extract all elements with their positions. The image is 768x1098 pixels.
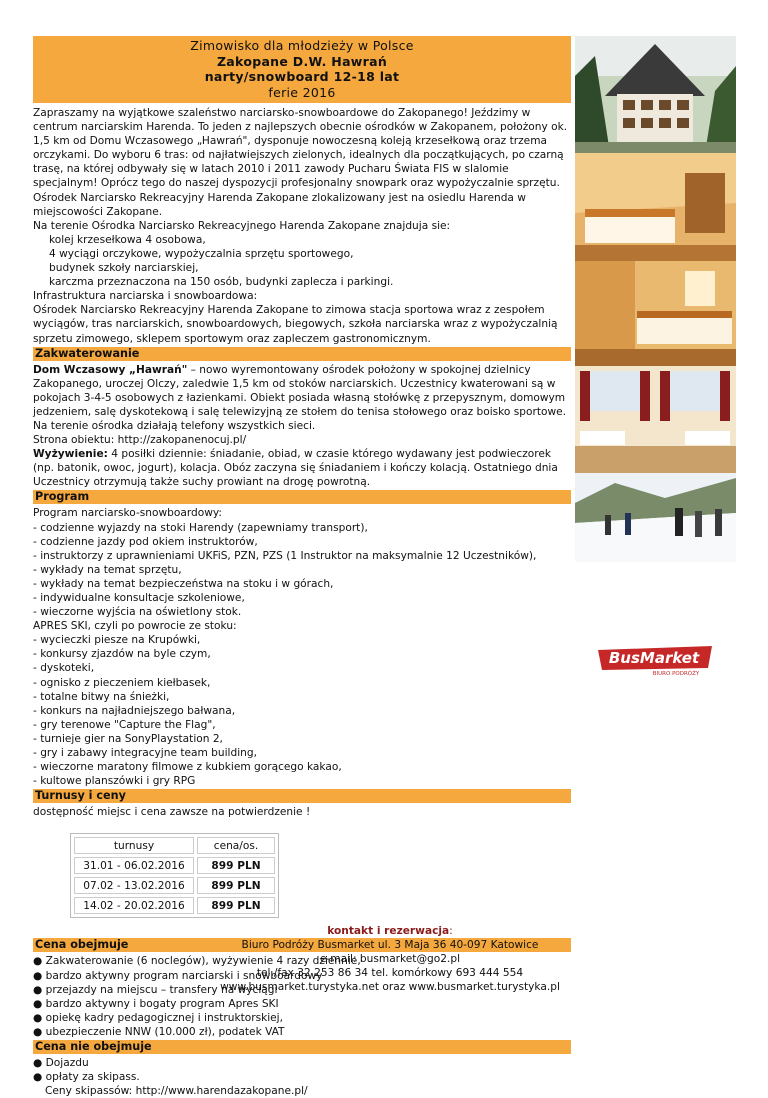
photo-room-2 (575, 261, 736, 366)
column-header-terms: turnusy (74, 837, 194, 854)
contact-footer (180, 924, 600, 994)
program-item: - indywidualne konsultacje szkoleniowe, (33, 592, 245, 604)
excludes-item: ● Dojazdu (33, 1056, 571, 1070)
title-line-2: Zakopane D.W. Hawrań (216, 53, 388, 69)
intro-facilities-heading: Na terenie Ośrodka Narciarsko Rekreacyjnego Harenda Zakopane znajduja sie: (33, 219, 451, 232)
contact-colon: : (449, 925, 453, 937)
term-date: 07.02 - 13.02.2016 (74, 877, 194, 894)
svg-text:BIURO PODRÓŻY: BIURO PODRÓŻY (652, 671, 700, 676)
section-accommodation: Zakwaterowanie (33, 347, 571, 361)
contact-email[interactable]: e-mail: busmarket@go2.pl (319, 953, 461, 965)
contact-heading: kontakt i rezerwacja (327, 925, 450, 937)
program-item: - wykłady na temat bezpieczeństwa na stoku i w górach, (33, 577, 334, 590)
intro-location: Ośrodek Narciarsko Rekreacyjny Harenda Zakopane zlokalizowany jest na osiedlu Harenda w miejscowości Zakopane. (33, 191, 526, 218)
program-item: - ognisko z pieczeniem kiełbasek, (33, 676, 211, 689)
includes-item: ● bardzo aktywny i bogaty program Apres SKI (33, 997, 571, 1011)
table-row (74, 877, 275, 894)
contact-heading-line (180, 924, 600, 938)
price-table (70, 833, 279, 918)
program-item: - instruktorzy z uprawnieniami UKFiS, PZN, PZS (1 Instruktor na maksymalnie 12 Uczestników), (33, 549, 537, 562)
meals-text (33, 447, 571, 489)
section-program: Program (33, 490, 571, 504)
program-item: - wycieczki piesze na Krupówki, (33, 634, 201, 647)
program-item: - turnieje gier na SonyPlaystation 2, (33, 732, 223, 745)
column-header-price: cena/os. (197, 837, 275, 854)
busmarket-logo (596, 644, 714, 676)
photo-dining-room (575, 366, 736, 473)
accommodation-text (33, 363, 571, 433)
program-item: - wieczorne maratony filmowe z kubkiem gorącego kakao, (33, 761, 342, 774)
program-item: - kultowe planszówki i gry RPG (33, 775, 196, 788)
price-table-wrap (33, 833, 571, 918)
photo-ski-slope (575, 473, 736, 562)
infrastructure-heading: Infrastruktura narciarska i snowboardowa: (33, 290, 258, 303)
includes-item: ● ubezpieczenie NNW (10.000 zł), podatek VAT (33, 1025, 571, 1039)
infrastructure-text: Ośrodek Narciarsko Rekreacyjny Harenda Zakopane to zimowa stacja sportowa wraz z zespołem wyciągów, tras narciarskich, snowboardowych, biegowych, szkoła narciarska wraz z wypożyczalnią sprzetu zimowego, sklepem sportowym oraz zapleczem gastronomicznym. (33, 304, 558, 345)
term-date: 14.02 - 20.02.2016 (74, 897, 194, 914)
term-price: 899 PLN (197, 877, 275, 894)
title-line-3: narty/snowboard 12-18 lat (204, 69, 400, 84)
section-terms: Turnusy i ceny (33, 789, 571, 803)
program-item: APRES SKI, czyli po powrocie ze stoku: (33, 620, 237, 633)
program-item: - konkurs na najładniejszego bałwana, (33, 704, 236, 717)
includes-item: ● przejazdy na miejscu – transfery na wyciągi (33, 983, 571, 997)
title-line-1: Zimowisko dla młodzieży w Polsce (190, 38, 414, 53)
program-item: - wieczorne wyjścia na oświetlony stok. (33, 606, 242, 619)
program-item: - gry i zabawy integracyjne team building, (33, 747, 257, 760)
intro-paragraph: Zapraszamy na wyjątkowe szaleństwo narciarsko-snowboardowe do Zakopanego! Jeździmy w centrum narciarskim Harenda. To jeden z najlepszych obecnie ośrodków w Zakopanem, położony ok. 1,5 km od Domu Wczasowego „Hawrań", dysponuje nowoczesną koleją krzesełkową oraz trzema orczykami. Do wyboru 6 tras: od najłatwiejszych zielonych, idealnych dla początkujących, po czarną trasę, na której odbywały się w latach 2010 i 2011 zawody Pucharu Świata FIS w slalomie specjalnym! Oprócz tego do naszej dyspozycji profesjonalny snowpark oraz wypożyczalnie sprzętu. (33, 107, 568, 190)
contact-phones: tel./fax 32 253 86 34 tel. komórkowy 693 444 554 (256, 967, 524, 979)
program-item: - dyskoteki, (33, 662, 95, 675)
accommodation-name: Dom Wczasowy „Hawrań" (33, 363, 188, 376)
contact-address: Biuro Podróży Busmarket ul. 3 Maja 36 40-097 Katowice (241, 939, 539, 951)
title-line-4: ferie 2016 (268, 84, 336, 100)
program-item: - wykłady na temat sprzętu, (33, 563, 182, 576)
title-banner (33, 36, 571, 103)
program-item: - totalne bitwy na śnieżki, (33, 690, 170, 703)
includes-item: ● bardzo aktywny program narciarski i snowboardowy (33, 969, 571, 983)
contact-websites[interactable]: www.busmarket.turystyka.net oraz www.busmarket.turystyka.pl (220, 981, 560, 993)
program-list (33, 506, 571, 788)
photo-room-1 (575, 153, 736, 261)
table-row (74, 857, 275, 874)
term-date: 31.01 - 06.02.2016 (74, 857, 194, 874)
term-price: 899 PLN (197, 857, 275, 874)
availability-note: dostępność miejsc i cena zawsze na potwierdzenie ! (33, 806, 311, 819)
facility-item: kolej krzesełkowa 4 osobowa, (49, 233, 206, 246)
term-price: 899 PLN (197, 897, 275, 914)
table-header-row (74, 837, 275, 854)
skipass-link[interactable]: Ceny skipassów: http://www.harendazakopane.pl/ (45, 1085, 308, 1098)
meals-label: Wyżywienie: (33, 448, 108, 461)
includes-item: ● Zakwaterowanie (6 noclegów), wyżywienie 4 razy dziennie, (33, 954, 571, 968)
program-item: - konkursy zjazdów na byle czym, (33, 648, 211, 661)
includes-item: ● opiekę kadry pedagogicznej i instruktorskiej, (33, 1011, 571, 1025)
program-item: Program narciarsko-snowboardowy: (33, 507, 222, 520)
program-item: - codzienne jazdy pod okiem instruktorów, (33, 535, 258, 548)
facility-item: 4 wyciągi orczykowe, wypożyczalnia sprzętu sportowego, (49, 247, 354, 260)
svg-text:BusMarket: BusMarket (608, 649, 700, 667)
facility-item: budynek szkoły narciarskiej, (49, 262, 199, 275)
accommodation-desc: – nowo wyremontowany ośrodek położony w spokojnej dzielnicy Zakopanego, uroczej Olczy, zaledwie 1,5 km od stoków narciarskich. Uczestnicy kwaterowani są w pokojach 3-4-5 osobowych z łazienkami. Obiekt posiada własną stołówkę z przepysznym, domowym jedzeniem, salę dyskotekową i salę telewizyjną ze stołem do tenisa stołowego oraz boisko sportowe. Na terenie ośrodka działają telefony wszystkich sieci. (33, 363, 567, 432)
excludes-item: ● opłaty za skipass. (33, 1070, 571, 1084)
facility-item: karczma przeznaczona na 150 osób, budynki zaplecza i parkingi. (49, 276, 394, 289)
section-excludes: Cena nie obejmuje (33, 1040, 571, 1054)
program-item: - codzienne wyjazdy na stoki Harendy (zapewniamy transport), (33, 521, 368, 534)
section-includes: Cena obejmuje (33, 938, 571, 952)
program-item: - gry terenowe "Capture the Flag", (33, 718, 216, 731)
table-row (74, 897, 275, 914)
photo-building (575, 36, 736, 153)
accommodation-site-link[interactable]: Strona obiektu: http://zakopanenocuj.pl/ (33, 434, 247, 447)
photo-column (575, 36, 736, 562)
meals-desc: 4 posiłki dziennie: śniadanie, obiad, w czasie którego wydawany jest podwieczorek (np. batonik, owoc, jogurt), kolacja. Obóz zaczyna się śniadaniem i kończy kolacją. Ostatniego dnia Uczestnicy otrzymują także suchy prowiant na drogę powrotną. (33, 448, 558, 489)
